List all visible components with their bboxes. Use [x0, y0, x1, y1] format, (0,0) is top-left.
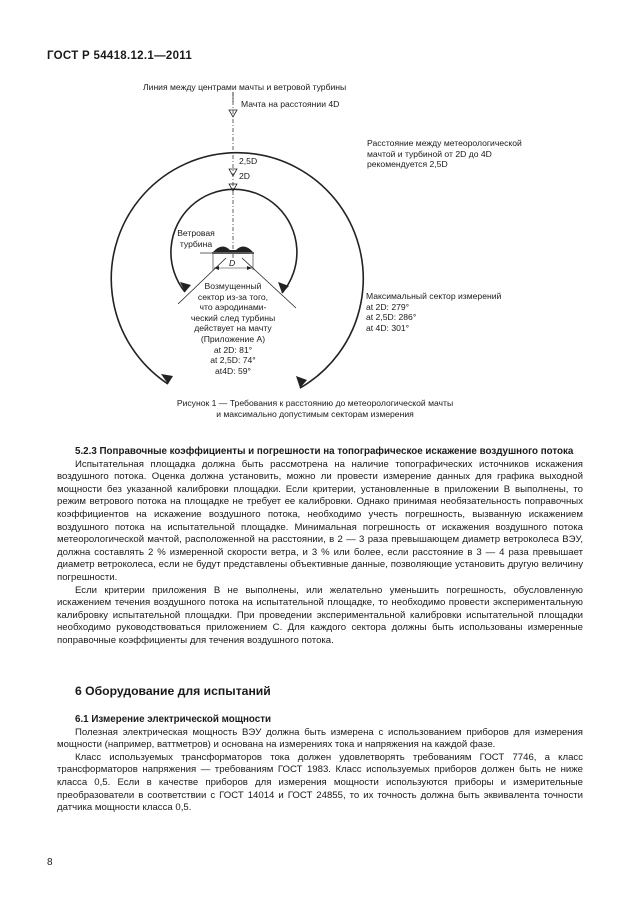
outer-arc-arrowhead-right — [296, 376, 307, 388]
section-5-2-3 — [57, 446, 583, 648]
label-max-sector: Максимальный сектор измерений at 2D: 279° at 2,5D: 286° at 4D: 301° — [366, 291, 502, 333]
page-number: 8 — [47, 857, 53, 868]
label-mast-distance: Мачта на расстоянии 4D — [241, 99, 340, 109]
figure-1 — [0, 72, 630, 432]
section-5-2-3-heading: 5.2.3 Поправочные коэффициенты и погрешности на топографическое искажение воздушного потока — [75, 446, 574, 457]
figure-diagram — [0, 72, 630, 432]
section-5-2-3-paragraph-2: Если критерии приложения В не выполнены, или желательно уменьшить погрешность, обусловленную искажением течения воздушного потока на испытательной площадке, то необходимо провести экспериментальную калибровку испытательной площадки. При проведении экспериментальной калибровки испытательной площадки необходимо руководствоваться приложением С. Для каждого сектора должны быть использованы измеренные поправочные коэффициенты для течения воздушного потока. — [57, 584, 583, 646]
section-6-1-heading: 6.1 Измерение электрической мощности — [75, 714, 272, 725]
section-6-1-paragraph-1: Полезная электрическая мощность ВЭУ должна быть измерена с использованием приборов для измерения мощности (например, ваттметров) и основана на измерениях тока и напряжения на каждой фазе. — [57, 726, 583, 751]
label-recommended-distance: Расстояние между метеорологической мачтой и турбиной от 2D до 4D рекомендуется 2,5D — [367, 138, 522, 170]
label-turbine: Ветровая турбина — [177, 228, 215, 249]
section-5-2-3-paragraph-1: Испытательная площадка должна быть рассмотрена на наличие топографических источников искажения воздушного потока. Оценка должна установить, можно ли провести измерение данных для графика выходной мощности без указанной калибровки площадки. Если критерии, установленные в приложении В выполнены, то режим ветрового потока на площадке не требует ее калибровки. Однако принимая необязательность поправочных коэффициентов на искажение воздушного потока, необходимо учесть погрешность, вызванную искажением воздушного потока на испытательной площадке. Минимальная погрешность от искажения воздушного потока метеорологической мачтой, расположенной на расстоянии, в 2 — 3 раза превышающем диаметр ветроколеса ВЭУ, должна составлять 2 % измеренной скорости ветра, и 3 % или более, если расстояние в 3 — 4 раза превышает диаметр ветроколеса, если не будут представлены объективные данные, позволяющие установить другую величину погрешности. — [57, 458, 583, 583]
figure-caption: Рисунок 1 — Требования к расстоянию до метеорологической мачты и максимально допустимым секторам измерения — [176, 398, 454, 419]
label-disturbed-sector: Возмущенный сектор из-за того, что аэродинами- ческий след турбины действует на мачту (Приложение A) at 2D: 81° at 2,5D: 74° at4D: 59° — [190, 281, 276, 376]
section-6-1 — [57, 714, 583, 815]
document-header: ГОСТ Р 54418.12.1—2011 — [47, 50, 193, 62]
label-2d: 2D — [239, 171, 250, 181]
outer-arc-arrowhead-left — [161, 374, 173, 384]
label-center-line: Линия между центрами мачты и ветровой турбины — [143, 82, 347, 92]
section-6-heading: 6 Оборудование для испытаний — [75, 684, 271, 698]
label-2-5d: 2,5D — [239, 156, 258, 166]
section-6-1-paragraph-2: Класс используемых трансформаторов тока должен удовлетворять требованиям ГОСТ 7746, а класс трансформаторов напряжения — требованиям ГОСТ 1983. Класс используемых приборов должен быть не ниже класса 0,5. Если в качестве приборов для измерения мощности используются приборы и измерительные преобразователи в соответствии с ГОСТ 14014 и ГОСТ 24855, то их точность должна быть эквивалента точности датчика мощности класса 0,5. — [57, 751, 583, 814]
label-diameter: D — [229, 258, 236, 268]
